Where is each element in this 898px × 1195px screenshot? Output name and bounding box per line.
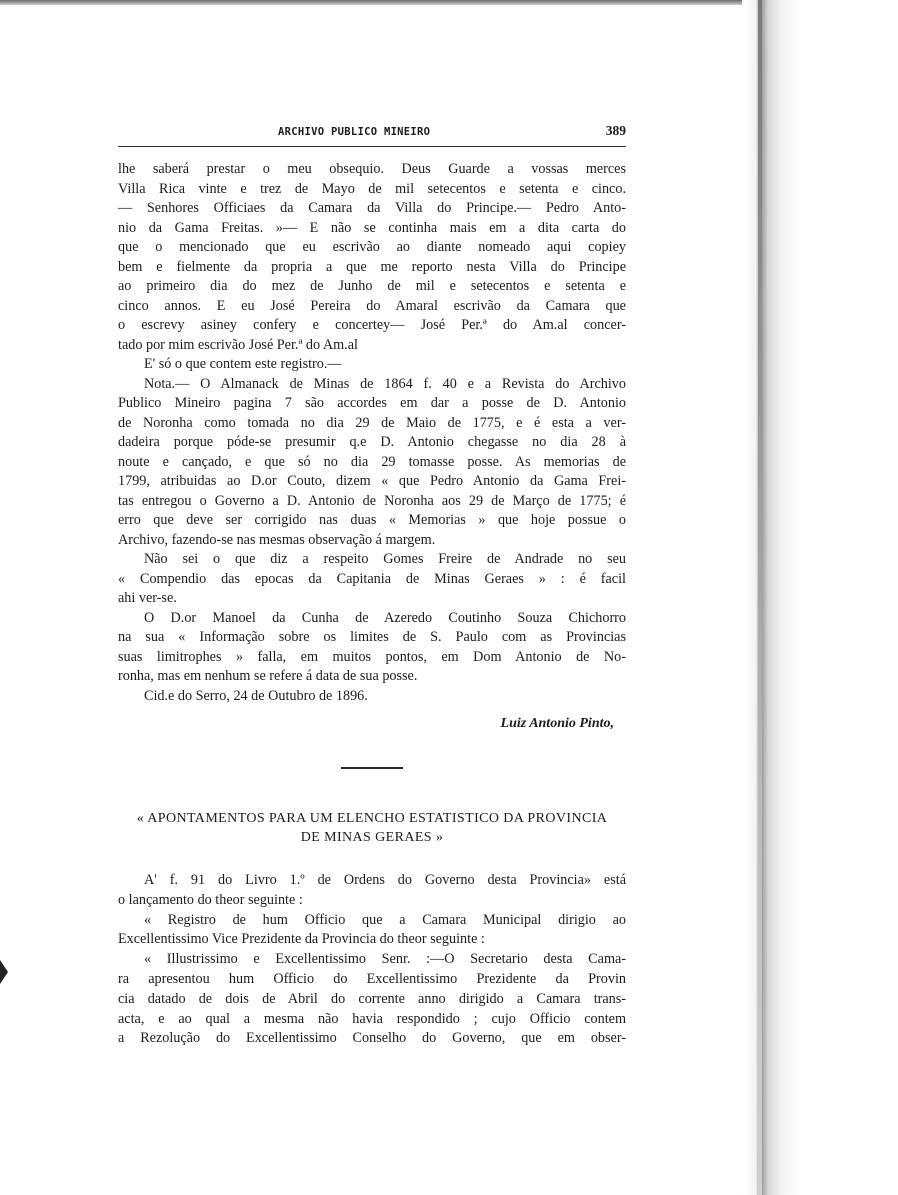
text-line: — Senhores Officiaes da Camara da Villa do Principe.— Pedro Anto- xyxy=(118,200,626,216)
text-line: Publico Mineiro pagina 7 são accordes em dar a posse de D. Antonio xyxy=(118,395,626,411)
text-line: cinco annos. E eu José Pereira do Amaral escrivão da Camara que xyxy=(118,297,626,314)
text-line: acta, e ao qual a mesma não havia respondido ; cujo Officio contem xyxy=(118,1010,626,1027)
text-line: ra apresentou hum Officio do Excellentissimo Prezidente da Provin xyxy=(118,970,626,987)
text-line: o escrevy asiney confery e concertey— José Per.ª do Am.al concer- xyxy=(118,317,626,333)
running-head xyxy=(118,120,626,147)
text-line: O D.or Manoel da Cunha de Azeredo Coutinho Souza Chichorro xyxy=(144,609,626,626)
text-line: Cid.e do Serro, 24 de Outubro de 1896. xyxy=(144,687,368,704)
running-title: ARCHIVO PUBLICO MINEIRO xyxy=(278,126,431,138)
text-line: que o mencionado que eu escrivão ao diante nomeado aqui copiey xyxy=(118,239,626,255)
letter-body xyxy=(118,160,626,706)
section-title-line: DE MINAS GERAES » xyxy=(300,830,444,845)
book-spine-shadow xyxy=(742,0,898,1195)
text-line: « Registro de hum Officio que a Camara Municipal dirigio ao xyxy=(144,911,626,928)
section-title-line: « APONTAMENTOS PARA UM ELENCHO ESTATISTICO DA PROVINCIA xyxy=(136,811,608,826)
text-line: na sua « Informação sobre os limites de S. Paulo com as Provincias xyxy=(118,629,626,645)
text-line: tas entregou o Governo a D. Antonio de Noronha aos 29 de Março de 1775; é xyxy=(118,492,626,509)
text-line: ronha, mas em nenhum se refere á data de sua posse. xyxy=(118,668,418,684)
text-line: ao primeiro dia do mez de Junho de mil e setecentos e setenta e xyxy=(118,278,626,294)
text-line: dadeira porque póde-se presumir q.e D. Antonio chegasse no dia 28 à xyxy=(118,434,626,450)
text-line: tado por mim escrivão José Per.ª do Am.al xyxy=(118,336,358,353)
text-line: noute e cançado, e que só no dia 29 tomasse posse. As memorias de xyxy=(118,453,626,470)
text-line: o lançamento do theor seguinte : xyxy=(118,891,303,908)
text-line: bem e fielmente da propria a que me reporto nesta Villa do Principe xyxy=(118,258,626,275)
text-line: suas limitrophes » falla, em muitos pontos, em Dom Antonio de No- xyxy=(118,648,626,665)
text-line: Villa Rica vinte e trez de Mayo de mil setecentos e setenta e cinco. xyxy=(118,180,626,197)
text-line: Archivo, fazendo-se nas mesmas observação á margem. xyxy=(118,531,436,548)
text-line: lhe saberá prestar o meu obsequio. Deus Guarde a vossas merces xyxy=(118,161,626,177)
text-line: de Noronha como tomada no dia 29 de Maio de 1775, e é esta a ver- xyxy=(118,414,626,431)
text-line: « Compendio das epocas da Capitania de Minas Geraes » : é facil xyxy=(118,570,626,587)
text-line: ahi ver-se. xyxy=(118,590,177,606)
section-body xyxy=(118,871,626,1049)
book-gutter-line xyxy=(758,0,762,1195)
text-line: « Illustrissimo e Excellentissimo Senr. :—O Secretario desta Cama- xyxy=(144,951,626,968)
text-line: cia datado de dois de Abril do corrente anno dirigido a Camara trans- xyxy=(118,990,626,1007)
text-line: Excellentissimo Vice Prezidente da Provincia do theor seguinte : xyxy=(118,931,485,948)
book-page xyxy=(118,120,626,1049)
section-divider xyxy=(341,767,403,769)
signature: Luiz Antonio Pinto, xyxy=(500,716,614,731)
text-line: A' f. 91 do Livro 1.º de Ordens do Governo desta Provincia» está xyxy=(144,872,626,888)
text-line: 1799, atribuidas ao D.or Couto, dizem « que Pedro Antonio da Gama Frei- xyxy=(118,473,626,489)
text-line: Nota.— O Almanack de Minas de 1864 f. 40 e a Revista do Archivo xyxy=(144,375,626,392)
text-line: Não sei o que diz a respeito Gomes Freire de Andrade no seu xyxy=(144,551,626,567)
text-line: a Rezolução do Excellentissimo Conselho do Governo, que em obser- xyxy=(118,1030,626,1047)
text-line: erro que deve ser corrigido nas duas « Memorias » que hoje possue o xyxy=(118,512,626,528)
text-line: nio da Gama Freitas. »— E não se continha mais em a dita carta do xyxy=(118,219,626,236)
text-line: E' só o que contem este registro.— xyxy=(144,356,342,372)
page-edge-marker xyxy=(0,960,8,984)
page-number: 389 xyxy=(605,123,626,138)
section-title xyxy=(118,809,626,847)
